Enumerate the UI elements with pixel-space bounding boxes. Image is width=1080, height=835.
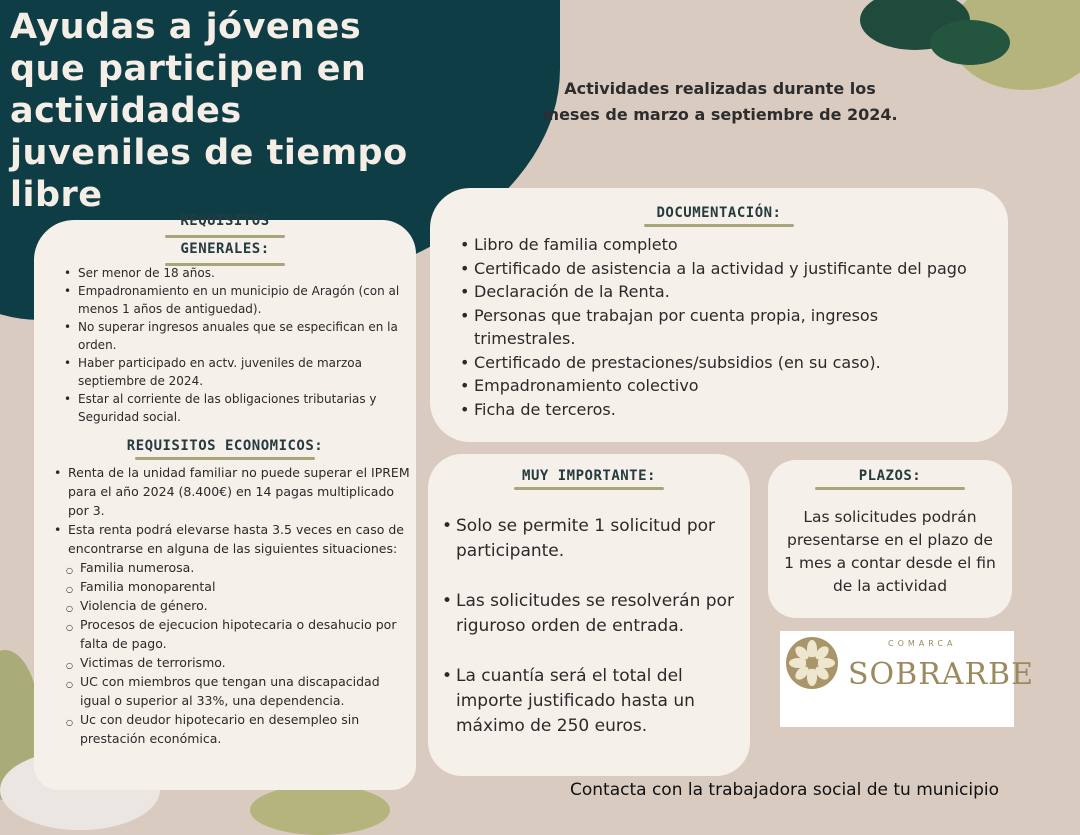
- flower-emblem-icon: [784, 635, 840, 691]
- muy-importante-heading: MUY IMPORTANTE:: [428, 468, 750, 490]
- comarca-sobrarbe-logo: [780, 631, 1034, 727]
- list-item: • Certificado de prestaciones/subsidios (en su caso).: [460, 351, 980, 375]
- page-title: Ayudas a jóvenes que participen en actividades juveniles de tiempo libre: [10, 7, 408, 215]
- heading-underline: [135, 457, 315, 460]
- muy-importante-card: [428, 454, 750, 776]
- sub-list-item: ○ Familia numerosa.: [54, 558, 412, 577]
- requisitos-generales-section: [34, 213, 416, 266]
- documentacion-card: [430, 188, 1008, 442]
- list-item: • Ser menor de 18 años.: [64, 264, 414, 282]
- list-item: • Libro de familia completo: [460, 233, 980, 257]
- requisitos-economicos-list: [54, 463, 412, 748]
- sub-list-item: ○ UC con miembros que tengan una discapacidad igual o superior al 33%, una dependencia.: [54, 672, 412, 710]
- list-item: • Declaración de la Renta.: [460, 280, 980, 304]
- list-item: • Empadronamiento en un municipio de Aragón (con al menos 1 años de antiguedad).: [64, 282, 414, 318]
- plazos-text: Las solicitudes podrán presentarse en el plazo de 1 mes a contar desde el fin de la actividad: [784, 508, 996, 595]
- sub-list-item: ○ Violencia de género.: [54, 596, 412, 615]
- list-item: • Empadronamiento colectivo: [460, 374, 980, 398]
- documentacion-heading: DOCUMENTACIÓN:: [430, 205, 1008, 227]
- sub-list-item: ○ Victimas de terrorismo.: [54, 653, 412, 672]
- sub-list-item: ○ Uc con deudor hipotecario en desempleo sin prestación económica.: [54, 710, 412, 748]
- heading-underline: [815, 487, 965, 490]
- foliage-bottom: [250, 785, 390, 835]
- heading-underline: [644, 224, 794, 227]
- list-item: • Personas que trabajan por cuenta propia, ingresos trimestrales.: [460, 304, 980, 351]
- requisitos-economicos-heading: REQUISITOS ECONOMICOS:: [34, 438, 416, 460]
- sub-list-item: ○ Familia monoparental: [54, 577, 412, 596]
- plazos-card: [768, 460, 1012, 618]
- plazos-heading: PLAZOS:: [768, 468, 1012, 490]
- documentacion-list: [460, 233, 980, 421]
- requisitos-generales-list: [64, 264, 414, 426]
- list-item: • Renta de la unidad familiar no puede superar el IPREM para el año 2024 (8.400€) en 14 pagas multiplicado por 3.: [54, 463, 412, 520]
- list-item: • Solo se permite 1 solicitud por participante.: [442, 514, 742, 564]
- list-item: • Haber participado en actv. juveniles de marzoa septiembre de 2024.: [64, 354, 414, 390]
- list-item: • La cuantía será el total del importe justificado hasta un máximo de 250 euros.: [442, 664, 742, 739]
- subtitle: Actividades realizadas durante los meses de marzo a septiembre de 2024.: [542, 79, 898, 124]
- footer-contact-text: Contacta con la trabajadora social de tu municipio: [570, 780, 1000, 800]
- list-item: • Esta renta podrá elevarse hasta 3.5 veces en caso de encontrarse en alguna de las siguientes situaciones: ○ Familia numerosa. ○ Familia monoparental ○ Violencia de género. ○ Procesos de ejecucion hipotecaria o desahucio por falta de pago. ○ Victimas de terrorismo. ○ UC con miembros que tengan una discapacidad igual o superior al 33%, una dependencia. ○ Uc con deudor hipotecario en desempleo sin prestación económica.: [54, 520, 412, 748]
- sub-list-item: ○ Procesos de ejecucion hipotecaria o desahucio por falta de pago.: [54, 615, 412, 653]
- muy-importante-list: [442, 514, 742, 764]
- requisitos-generales-heading: REQUISITOS GENERALES:: [34, 210, 416, 266]
- list-item: • Estar al corriente de las obligaciones tributarias y Seguridad social.: [64, 390, 414, 426]
- logo-name: SOBRARBE: [848, 657, 1034, 692]
- heading-underline: [514, 487, 664, 490]
- list-item: • No superar ingresos anuales que se especifican en la orden.: [64, 318, 414, 354]
- list-item: • Ficha de terceros.: [460, 398, 980, 422]
- logo-subtext: COMARCA: [888, 639, 957, 648]
- foliage-top-right: [930, 20, 1010, 65]
- situaciones-list: [54, 558, 412, 748]
- requisitos-card: [34, 213, 416, 790]
- list-item: • Certificado de asistencia a la actividad y justificante del pago: [460, 257, 980, 281]
- list-item: • Las solicitudes se resolverán por riguroso orden de entrada.: [442, 589, 742, 639]
